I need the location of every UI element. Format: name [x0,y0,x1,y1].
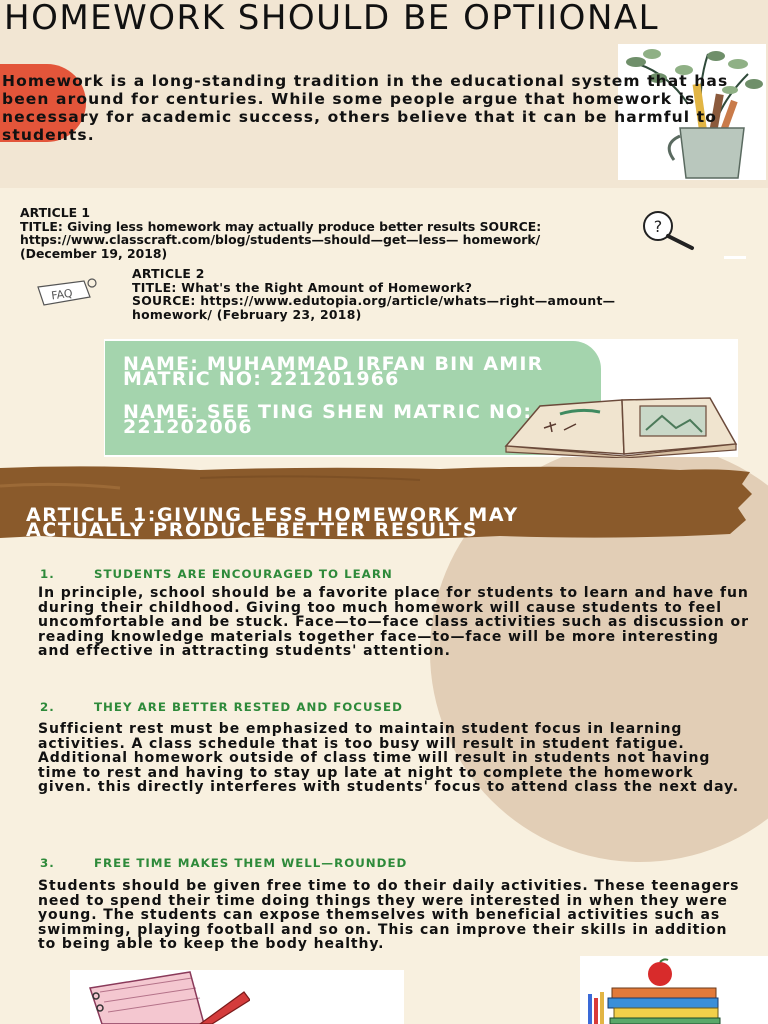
question-mark: ? [653,217,663,236]
faq-label: FAQ [50,286,74,303]
section-3-heading [40,856,640,870]
intro-paragraph: Homework is a long-standing tradition in the educational system that has been around for centuries. While some people argue that homework is necessary for academic success, others believe that it can be harmful to students. [2,72,729,144]
section-3-body: Students should be given free time to do their daily activities. These teenagers need to spend their time doing things they were interested in when they were young. The students can expose themselves with beneficial activities such as swimming, playing football and so on. This can improve their skills in addition to being able to keep the body healthy. [38,878,740,953]
section-3-title: FREE TIME MAKES THEM WELL—ROUNDED [94,856,408,870]
notebook-pencil-icon [80,968,250,1024]
section-2-body: Sufficient rest must be emphasized to maintain student focus in learning activities. A class schedule that is too busy will result in student fatigue. Additional homework outside of class time will result in students not having time to rest and having to stay up late at night to complete the homework given. this directly interferes with students' focus to attend class the next day. [38,721,739,796]
section-2-heading [40,700,640,714]
section-2-title: THEY ARE BETTER RESTED AND FOCUSED [94,700,403,714]
books-apple-icon [584,958,768,1024]
faq-tag-icon [34,277,100,309]
section-1-title: STUDENTS ARE ENCOURAGED TO LEARN [94,567,393,581]
article-2-reference: ARTICLE 2 TITLE: What's the Right Amount of Homework? SOURCE: https://www.edutopia.org/article/whats—right—amount— homework/ (February 23, 2018) [132,266,616,322]
section-1-heading [40,567,640,581]
author-1: NAME: MUHAMMAD IRFAN BIN AMIR MATRIC NO: 221201966 [123,353,544,390]
section-1-body: In principle, school should be a favorite place for students to learn and have fun during their childhood. Giving too much homework will cause students to feel uncomfortable and be stuck. Face—to—face class activities such as discussion or reading knowledge materials together face—to—face will be more interesting and effective in attracting students' attention. [38,585,749,660]
magnifier-question-icon [636,208,696,252]
banner-heading: ARTICLE 1:GIVING LESS HOMEWORK MAY ACTUALLY PRODUCE BETTER RESULTS [26,504,519,541]
author-2: NAME: SEE TING SHEN MATRIC NO: 221202006 [123,401,533,438]
section-1-number: 1. [40,567,55,581]
section-3-number: 3. [40,856,55,870]
decor-dash [724,256,746,259]
article-1-reference: ARTICLE 1 TITLE: Giving less homework may actually produce better results SOURCE: https://www.classcraft.com/blog/students—should—get—less— homework/ (December 19, 2018) [20,205,542,261]
open-book-icon [500,394,740,458]
page-title: HOMEWORK SHOULD BE OPTIIONAL [4,0,660,38]
section-2-number: 2. [40,700,55,714]
